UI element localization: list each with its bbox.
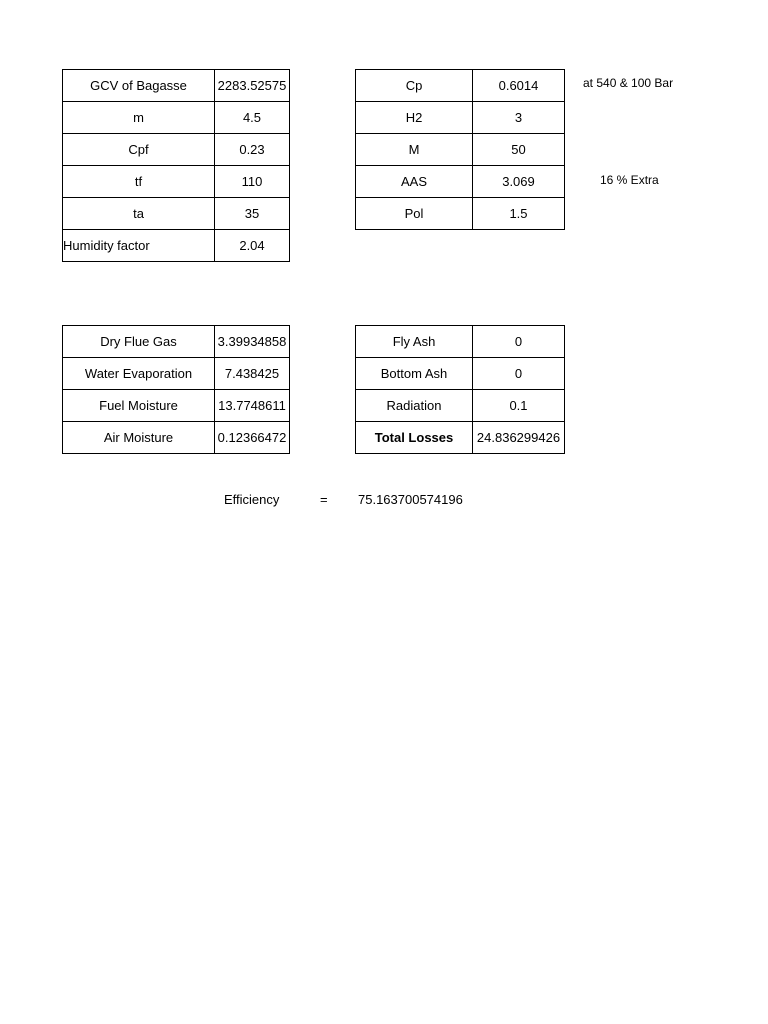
table-row <box>63 422 290 454</box>
table-row <box>356 422 565 454</box>
cell-value-h2[interactable]: 3 <box>473 102 565 134</box>
cell-value-ta[interactable]: 35 <box>215 198 290 230</box>
cell-value-radiation[interactable]: 0.1 <box>473 390 565 422</box>
losses-left-table <box>62 325 290 454</box>
table-row <box>63 230 290 262</box>
cell-label-fly-ash[interactable]: Fly Ash <box>356 326 473 358</box>
table-row <box>63 390 290 422</box>
cell-value-m-upper[interactable]: 50 <box>473 134 565 166</box>
cell-label-aas[interactable]: AAS <box>356 166 473 198</box>
table-row <box>63 70 290 102</box>
cell-label-cpf[interactable]: Cpf <box>63 134 215 166</box>
efficiency-value[interactable]: 75.163700574196 <box>358 492 463 507</box>
table-row <box>63 198 290 230</box>
efficiency-label[interactable]: Efficiency <box>224 492 280 507</box>
cell-label-bottom-ash[interactable]: Bottom Ash <box>356 358 473 390</box>
cell-label-radiation[interactable]: Radiation <box>356 390 473 422</box>
cell-value-water-evaporation[interactable]: 7.438425 <box>215 358 290 390</box>
cell-value-gcv[interactable]: 2283.52575 <box>215 70 290 102</box>
cell-value-cp[interactable]: 0.6014 <box>473 70 565 102</box>
cell-label-dry-flue-gas[interactable]: Dry Flue Gas <box>63 326 215 358</box>
cell-label-h2[interactable]: H2 <box>356 102 473 134</box>
table-row <box>356 390 565 422</box>
cell-value-aas[interactable]: 3.069 <box>473 166 565 198</box>
cell-value-pol[interactable]: 1.5 <box>473 198 565 230</box>
note-cp-condition[interactable]: at 540 & 100 Bar <box>583 76 674 90</box>
table-row <box>356 358 565 390</box>
table-row <box>356 198 565 230</box>
cell-value-air-moisture[interactable]: 0.12366472 <box>215 422 290 454</box>
cell-value-m[interactable]: 4.5 <box>215 102 290 134</box>
cell-label-air-moisture[interactable]: Air Moisture <box>63 422 215 454</box>
table-row <box>356 134 565 166</box>
cell-label-pol[interactable]: Pol <box>356 198 473 230</box>
inputs-right-table <box>355 69 565 230</box>
cell-label-m[interactable]: m <box>63 102 215 134</box>
table-row <box>63 326 290 358</box>
cell-label-water-evaporation[interactable]: Water Evaporation <box>63 358 215 390</box>
table-row <box>356 166 565 198</box>
table-row <box>356 70 565 102</box>
note-aas-extra[interactable]: 16 % Extra <box>600 173 659 187</box>
cell-value-humidity-factor[interactable]: 2.04 <box>215 230 290 262</box>
cell-label-m-upper[interactable]: M <box>356 134 473 166</box>
table-row <box>356 326 565 358</box>
cell-label-ta[interactable]: ta <box>63 198 215 230</box>
table-row <box>63 134 290 166</box>
cell-label-cp[interactable]: Cp <box>356 70 473 102</box>
cell-value-tf[interactable]: 110 <box>215 166 290 198</box>
cell-label-gcv[interactable]: GCV of Bagasse <box>63 70 215 102</box>
losses-right-table <box>355 325 565 454</box>
cell-value-fuel-moisture[interactable]: 13.7748611 <box>215 390 290 422</box>
cell-label-tf[interactable]: tf <box>63 166 215 198</box>
table-row <box>63 102 290 134</box>
cell-label-humidity-factor[interactable]: Humidity factor <box>63 230 215 262</box>
inputs-left-table <box>62 69 290 262</box>
cell-label-total-losses[interactable]: Total Losses <box>356 422 473 454</box>
cell-value-cpf[interactable]: 0.23 <box>215 134 290 166</box>
cell-value-fly-ash[interactable]: 0 <box>473 326 565 358</box>
table-row <box>63 166 290 198</box>
efficiency-equals[interactable]: = <box>320 492 328 507</box>
cell-label-fuel-moisture[interactable]: Fuel Moisture <box>63 390 215 422</box>
cell-value-dry-flue-gas[interactable]: 3.39934858 <box>215 326 290 358</box>
table-row <box>356 102 565 134</box>
cell-value-bottom-ash[interactable]: 0 <box>473 358 565 390</box>
table-row <box>63 358 290 390</box>
cell-value-total-losses[interactable]: 24.836299426 <box>473 422 565 454</box>
